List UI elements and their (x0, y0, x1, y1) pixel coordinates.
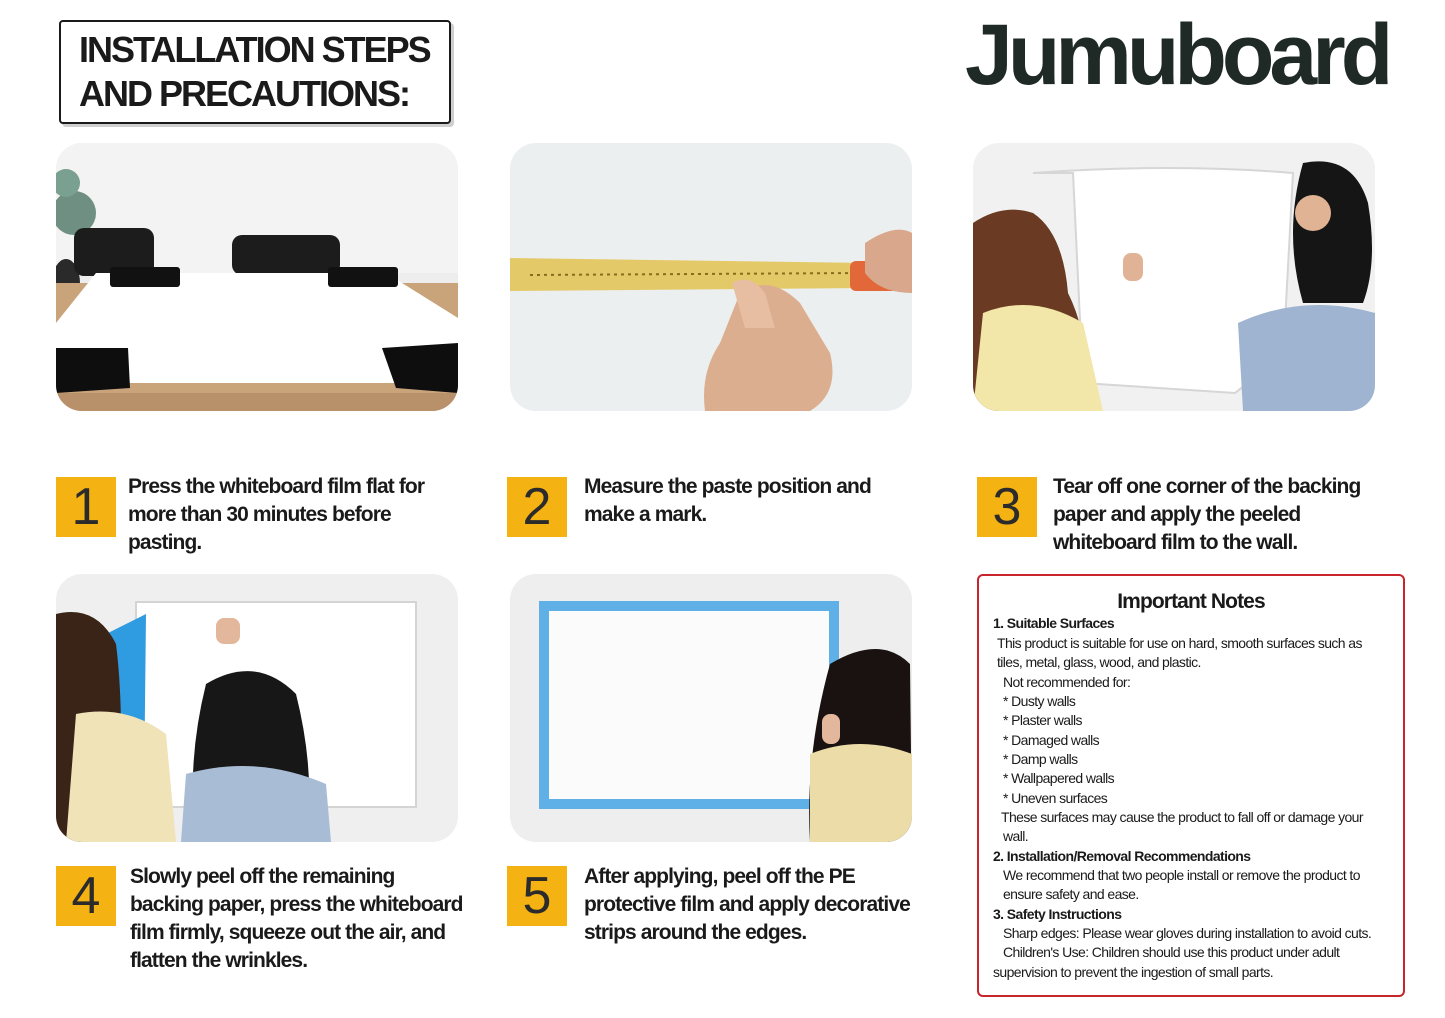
brand-logo: Jumuboard (965, 7, 1389, 103)
step-5-photo (510, 574, 912, 842)
step-2-photo (510, 143, 912, 411)
step-2-text (584, 473, 871, 529)
step-3-line: paper and apply the peeled (1053, 503, 1301, 526)
step-3-badge: 3 (977, 477, 1037, 537)
notes-line: Sharp edges: Please wear gloves during installation to avoid cuts. (1003, 925, 1372, 941)
notes-heading-surfaces: 1. Suitable Surfaces (993, 615, 1115, 631)
step-4-line: flatten the wrinkles. (130, 949, 308, 972)
notes-line: supervision to prevent the ingestion of small parts. (993, 964, 1274, 980)
step-1-badge: 1 (56, 477, 116, 537)
notes-heading-installation: 2. Installation/Removal Recommendations (993, 848, 1251, 864)
step-4-line: film firmly, squeeze out the air, and (130, 921, 446, 944)
title-box (59, 20, 451, 124)
step-4-text (130, 863, 463, 975)
notes-list-item: * Uneven surfaces (1003, 790, 1108, 806)
step-1-text (128, 473, 424, 557)
step-3-line: whiteboard film to the wall. (1053, 531, 1298, 554)
notes-list-item: * Plaster walls (1003, 712, 1082, 728)
step-5-line: strips around the edges. (584, 921, 807, 944)
step-2-badge: 2 (507, 477, 567, 537)
notes-line: These surfaces may cause the product to fall off or damage your (1001, 809, 1363, 825)
step-4-line: backing paper, press the whiteboard (130, 893, 463, 916)
notes-line: tiles, metal, glass, wood, and plastic. (997, 654, 1201, 670)
notes-heading-safety: 3. Safety Instructions (993, 906, 1122, 922)
notes-list-item: * Wallpapered walls (1003, 770, 1115, 786)
step-1-line: pasting. (128, 531, 202, 554)
step-4-badge: 4 (56, 866, 116, 926)
notes-list-item: * Dusty walls (1003, 693, 1076, 709)
step-5-badge: 5 (507, 866, 567, 926)
step-2-line: make a mark. (584, 503, 707, 526)
step-3-photo (973, 143, 1375, 411)
step-2-line: Measure the paste position and (584, 475, 871, 498)
page-title-line-1: INSTALLATION STEPS (79, 29, 430, 70)
notes-line: We recommend that two people install or remove the product to (1003, 867, 1360, 883)
notes-title: Important Notes (1117, 590, 1265, 613)
step-3-text (1053, 473, 1360, 557)
step-1-line: Press the whiteboard film flat for (128, 475, 425, 498)
notes-line: This product is suitable for use on hard, smooth surfaces such as (997, 635, 1362, 651)
step-5-text (584, 863, 910, 947)
step-4-photo (56, 574, 458, 842)
step-5-line: protective film and apply decorative (584, 893, 910, 916)
notes-list-item: * Damp walls (1003, 751, 1078, 767)
notes-line: Children's Use: Children should use this product under adult (1003, 944, 1340, 960)
important-notes-box (977, 574, 1405, 997)
notes-line: wall. (1003, 828, 1029, 844)
step-1-line: more than 30 minutes before (128, 503, 391, 526)
step-4-line: Slowly peel off the remaining (130, 865, 395, 888)
step-1-photo (56, 143, 458, 411)
notes-line: ensure safety and ease. (1003, 886, 1139, 902)
step-3-line: Tear off one corner of the backing (1053, 475, 1361, 498)
notes-list-item: * Damaged walls (1003, 732, 1100, 748)
step-5-line: After applying, peel off the PE (584, 865, 855, 888)
notes-line: Not recommended for: (1003, 674, 1131, 690)
page-title-line-2: AND PRECAUTIONS: (79, 73, 410, 114)
